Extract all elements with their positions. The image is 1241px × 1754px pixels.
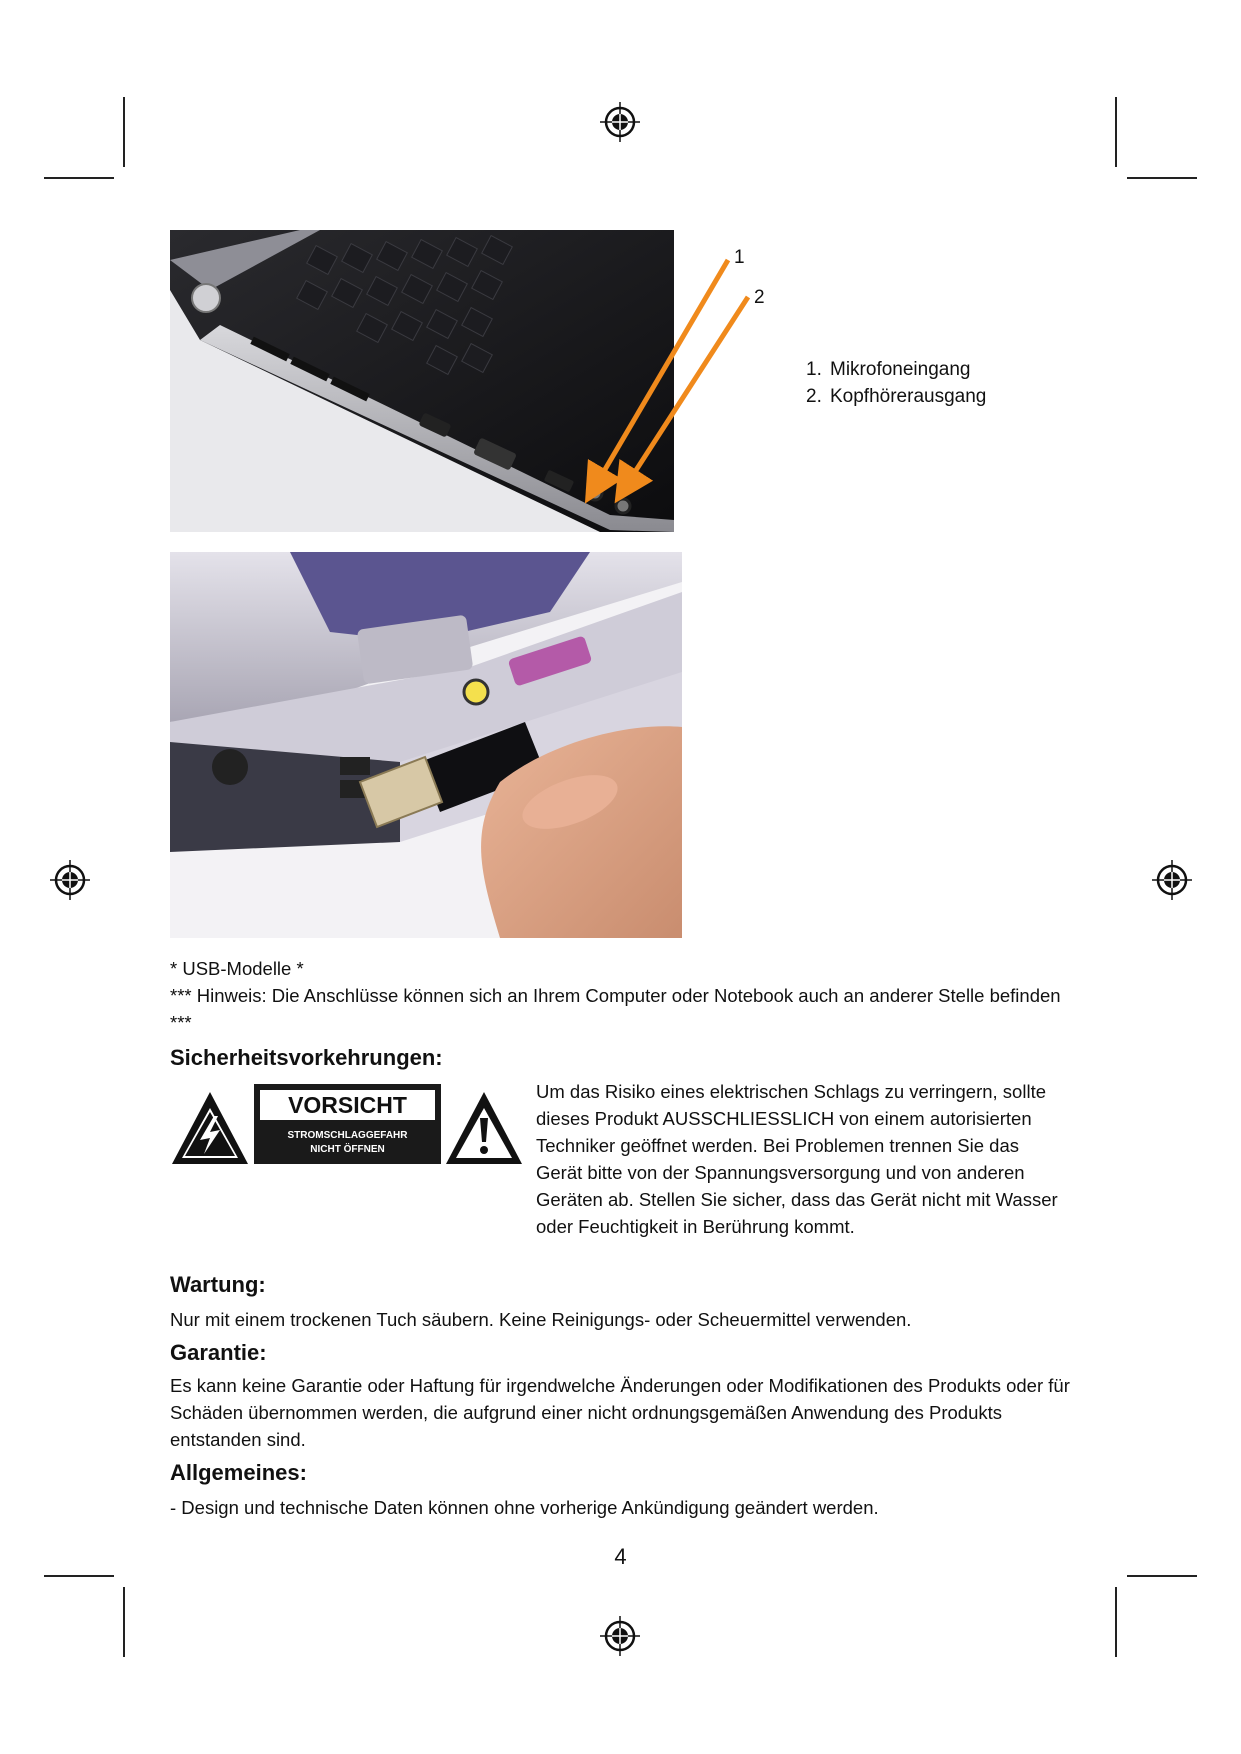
legend-label: Kopfhörerausgang <box>830 386 987 407</box>
crop-mark <box>44 177 114 179</box>
lightning-warning-icon <box>170 1090 250 1166</box>
general-heading: Allgemeines: <box>170 1460 307 1485</box>
registration-mark-icon <box>598 1614 642 1658</box>
legend-item <box>806 356 986 383</box>
registration-mark-icon <box>1150 858 1194 902</box>
page-number: 4 <box>614 1544 627 1569</box>
safety-text: Um das Risiko eines elektrischen Schlags zu verringern, sollte dieses Produkt AUSSCHLIESSLICH von einem autorisierten Techniker geöffnet werden. Bei Problemen trennen Sie das Gerät bitte von der Spannungsversorgung und von anderen Geräten ab. Stellen Sie sicher, dass das Gerät nicht mit Wasser oder Feuchtigkeit in Berührung kommt. <box>536 1081 1058 1237</box>
crop-mark <box>123 97 125 167</box>
usb-plug-photo <box>170 552 682 938</box>
crop-mark <box>1127 177 1197 179</box>
callout-arrows <box>580 245 760 505</box>
registration-mark-icon <box>598 100 642 144</box>
maintenance-text: Nur mit einem trockenen Tuch säubern. Keine Reinigungs- oder Scheuermittel verwenden. <box>170 1309 912 1330</box>
callout-label-2: 2 <box>754 287 765 308</box>
crop-mark <box>1115 1587 1117 1657</box>
crop-mark <box>1127 1575 1197 1577</box>
safety-heading: Sicherheitsvorkehrungen: <box>170 1045 443 1070</box>
crop-mark <box>44 1575 114 1577</box>
crop-mark <box>123 1587 125 1657</box>
port-legend <box>806 356 986 410</box>
usb-models-note: * USB-Modelle * <box>170 958 304 979</box>
connection-hint: *** Hinweis: Die Anschlüsse können sich an Ihrem Computer oder Notebook auch an anderer Stelle befinden *** <box>170 985 1061 1033</box>
legend-label: Mikrofoneingang <box>830 359 971 380</box>
caution-sign-line1: STROMSCHLAGGEFAHR <box>287 1130 408 1141</box>
warranty-text: Es kann keine Garantie oder Haftung für irgendwelche Änderungen oder Modifikationen des Produkts oder für Schäden übernommen werden, die aufgrund einer nicht ordnungsgemäßen Anwendung des Produkts entstanden sind. <box>170 1375 1070 1450</box>
legend-number: 1. <box>806 359 822 380</box>
crop-mark <box>1115 97 1117 167</box>
legend-item <box>806 383 986 410</box>
warranty-heading: Garantie: <box>170 1340 267 1365</box>
caution-sign <box>254 1084 441 1164</box>
exclamation-warning-icon <box>444 1090 524 1166</box>
callout-label-1: 1 <box>734 247 745 268</box>
maintenance-heading: Wartung: <box>170 1272 266 1297</box>
registration-mark-icon <box>48 858 92 902</box>
caution-sign-line2: NICHT ÖFFNEN <box>310 1144 385 1155</box>
caution-sign-title: VORSICHT <box>260 1090 435 1120</box>
legend-number: 2. <box>806 386 822 407</box>
general-text: - Design und technische Daten können ohne vorherige Ankündigung geändert werden. <box>170 1497 879 1518</box>
